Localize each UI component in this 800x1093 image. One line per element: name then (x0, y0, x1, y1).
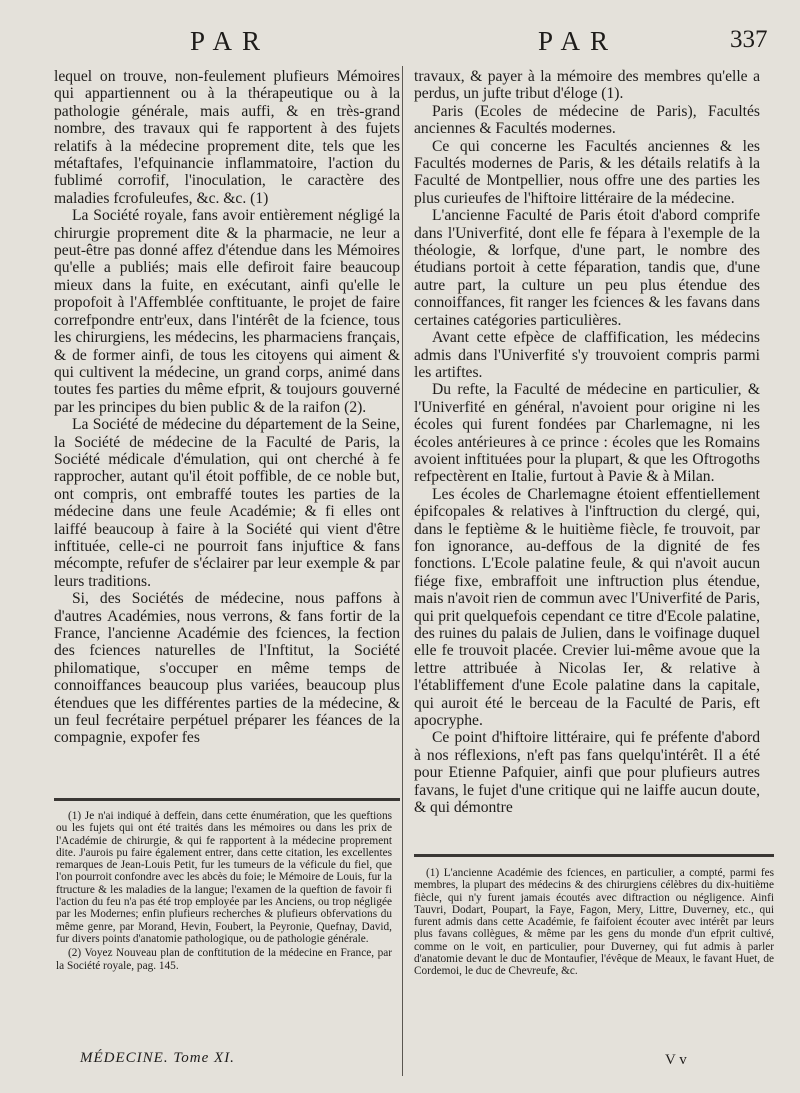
paragraph: Du refte, la Faculté de médecine en particulier, & l'Univerfité en général, n'avoient pour origine ni les écoles qui furent fondées par Charlemagne, ni les écoles antérieures à ce prince : écoles que les Romains avoient inftituées pour la plupart, & que les Oftrogoths refpectèrent en Italie, furtout à Pavie & à Milan. (414, 381, 760, 486)
paragraph: travaux, & payer à la mémoire des membres qu'elle a perdus, un jufte tribut d'éloge (1). (414, 68, 760, 103)
footnote: (2) Voyez Nouveau plan de conftitution de la médecine en France, par la Société royale, pag. 145. (56, 947, 392, 972)
signature-mark: V v (665, 1052, 687, 1068)
footnote: (1) L'ancienne Académie des fciences, en particulier, a compté, parmi fes membres, la plupart des médecins & des chirurgiens célèbres du dix-huitième fiècle, qui n'y furent jamais écoutés avec diftraction ou négligence. Ainfi Tauvri, Dodart, Poupart, la Faye, Fagon, Mery, Littre, Duverney, etc., qui furent admis dans cette Académie, fe faifoient écouter avec intérêt par leurs plus favans collègues, & même par les gens du monde d'un efprit cultivé, comme on le voit, en particulier, pour Duverney, qui fut admis à parler d'anatomie devant le duc de Montaufier, l'évêque de Meaux, le favant Huet, de Cordemoi, le duc de Chevreufe, &c. (414, 867, 774, 978)
page-number: 337 (730, 26, 768, 53)
right-column (414, 68, 760, 816)
paragraph: Si, des Sociétés de médecine, nous paffons à d'autres Académies, nous verrons, & fans fortir de la France, l'ancienne Académie des fciences, la fection des fciences naturelles de l'Inftitut, la Société philomatique, s'occuper en même temps de connoiffances beaucoup plus variées, beaucoup plus étendues que les différentes parties de la médecine, & un feul fecrétaire perpétuel préparer les féances de la compagnie, expofer fes (54, 590, 400, 747)
footnotes-left (56, 810, 392, 974)
paragraph: L'ancienne Faculté de Paris étoit d'abord comprife dans l'Univerfité, dont elle fe fépara à l'exemple de la théologie, & lorfque, d'une part, le nombre des étudians portoit à cette féparation, tandis que, d'une autre part, la culture un peu plus étendue des connoiffances, fit ranger les fciences & les favans dans certaines catégories particulières. (414, 207, 760, 329)
entry-heading: Paris (Ecoles de médecine de Paris), Facultés anciennes & Facultés modernes. (414, 102, 760, 138)
paragraph: Avant cette efpèce de claffification, les médecins admis dans l'Univerfité s'y trouvoient compris parmi les artiftes. (414, 329, 760, 381)
running-head-left: PAR (190, 26, 271, 56)
footnote: (1) Je n'ai indiqué à deffein, dans cette énumération, que les queftions ou les fujets qui ont été traités dans les mémoires ou dans les prix de l'Académie de chirurgie, & qui fe rapportent à la médecine proprement dite. J'aurois pu faire également entrer, dans cette citation, les excellentes remarques de Jean-Louis Petit, fur les tumeurs de la véficule du fiel, que l'on pourroit confondre avec les abcès du foie; le Mémoire de Louis, fur la ftructure & les maladies de la langue; l'examen de la queftion de favoir fi l'action du feu n'a pas été trop employée par les Anciens, ou trop négligée par les Modernes; enfin plufieurs recherches & plufieurs obfervations du même genre, par Morand, Hevin, Foubert, la Peyronie, Quefnay, David, fur divers points d'anatomie pathologique, ou de pathologie générale. (56, 810, 392, 945)
left-column (54, 68, 400, 747)
paragraph: Les écoles de Charlemagne étoient effentiellement épifcopales & relatives à l'inftruction du clergé, qui, dans le feptième & le huitième fiècle, fe trouvoit, par fon ignorance, au-deffous de la dignité de fes fonctions. L'Ecole palatine feule, & qui n'avoit aucun fiége fixe, embraffoit une inftruction plus étendue, mais n'avoit rien de commun avec l'Univerfité de Paris, qui prit quelquefois cependant ce titre d'Ecole palatine, des ruines du palais de Julien, dans le voifinage duquel elle fe trouvoit placée. Crevier lui-même avoue que la lettre attribuée à Nicolas Ier, & relative à l'établiffement d'une Ecole palatine dans la capitale, qui auroit été le berceau de la Faculté de Paris, eft apocryphe. (414, 485, 760, 730)
running-head-right: PAR (538, 26, 619, 56)
footnote-rule-left (54, 798, 400, 801)
paragraph: Ce point d'hiftoire littéraire, qui fe préfente d'abord à nos réflexions, n'eft pas fans quelqu'intérêt. Il a été pour Etienne Pafquier, ainfi que pour plufieurs autres favans, le fujet d'une critique qui ne laiffe aucun doute, & qui démontre (414, 729, 760, 817)
paragraph: La Société de médecine du département de la Seine, la Société de médecine de la Faculté de Paris, la Société médicale d'émulation, qui ont cherché à fe rapprocher, autant qu'il étoit poffible, de ce noble but, ont compris, ont embraffé toutes les parties de la médecine dans une feule Académie; & fi elles ont laiffé beaucoup à faire à la Société qui vient d'être inftituée, celle-ci ne pourroit fans injuftice & fans mécompte, refufer de s'éclairer par leur exemple & par leurs traditions. (54, 416, 400, 590)
column-divider (402, 66, 403, 1076)
paragraph: Ce qui concerne les Facultés anciennes & les Facultés modernes de Paris, & les détails relatifs à la Faculté de Montpellier, nous offre une des parties les plus curieufes de l'hiftoire littéraire de la médecine. (414, 137, 760, 207)
footnote-rule-right (414, 854, 774, 857)
paragraph: La Société royale, fans avoir entièrement négligé la chirurgie proprement dite & la pharmacie, ne leur a peut-être pas donné affez d'étendue dans les Mémoires qu'elle a publiés; mais elle defiroit faire beaucoup mieux dans la fuite, en exécutant, ainfi qu'elle le propofoit à l'Affemblée conftituante, le projet de faire correfpondre entr'eux, dans l'intérêt de la fcience, tous les chirurgiens, les médecins, les pharmaciens français, & de former ainfi, de tous les citoyens qui aiment & qui cultivent la médecine, un grand corps, animé dans toutes fes parties du même efprit, & toujours gouverné par les principes du bien public & de la raifon (2). (54, 207, 400, 416)
paragraph: lequel on trouve, non-feulement plufieurs Mémoires qui appartiennent ou à la thérapeutique ou à la pathologie générale, mais auffi, & en très-grand nombre, des travaux qui fe rapportent à des fujets relatifs à la médecine proprement dite, tels que les métaftafes, l'efquinancie inflammatoire, l'action du fublimé corrofif, l'inoculation, le caractère des maladies fcrofuleufes, &c. &c. (1) (54, 68, 400, 207)
footer-volume: MÉDECINE. Tome XI. (80, 1050, 235, 1066)
footnotes-right (414, 867, 774, 980)
